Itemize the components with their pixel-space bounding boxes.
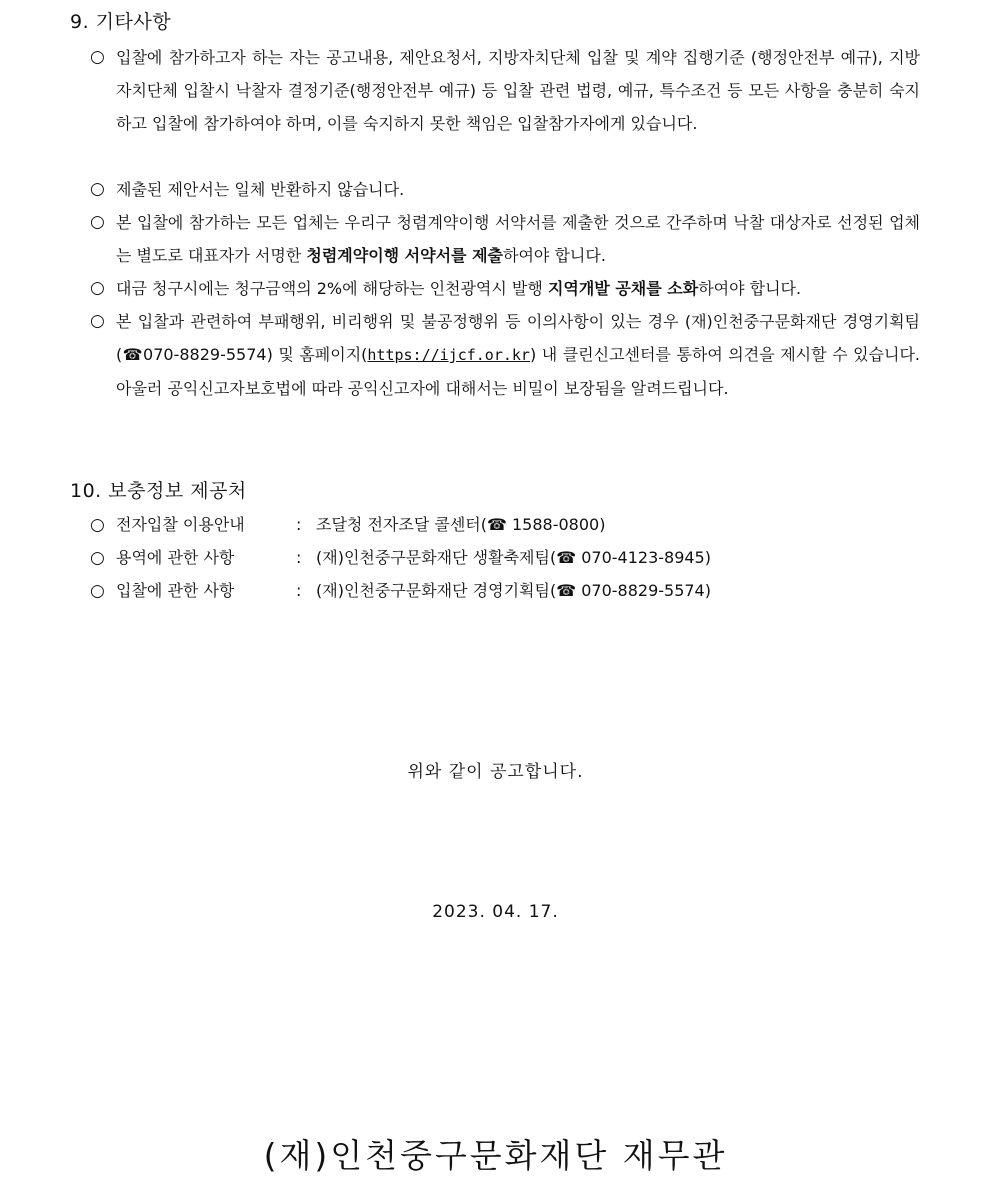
section-9-title: 9. 기타사항 <box>70 11 172 33</box>
contact-colon: : <box>296 581 302 600</box>
item-text: 입찰에 참가하고자 하는 자는 공고내용, 제안요청서, 지방자치단체 입찰 및 계약 집행기준 (행정안전부 예규), 지방자치단체 입찰시 낙찰자 결정기준(행정안전부 예규) 등 입찰 관련 법령, 예규, 특수조건 등 모든 사항을 충분히 숙지하고 입찰에 참가하여야 하며, 이를 숙지하지 못한 책임은 입찰참가자에게 있습니다. <box>116 48 920 133</box>
list-item <box>90 272 920 305</box>
bullet-circle-icon: ○ <box>90 179 105 199</box>
homepage-link[interactable]: https://ijcf.or.kr <box>367 346 530 364</box>
contact-value: (재)인천중구문화재단 생활축제팀(☎ 070-4123-8945) <box>316 548 711 567</box>
item-bold-text: 청렴계약이행 서약서를 제출 <box>306 246 503 265</box>
item-text: 본 입찰과 관련하여 부패행위, 비리행위 및 불공정행위 등 이의사항이 있는 경우 (재)인천중구문화재단 경영기획팀(☎070-8829-5574) 및 홈페이지( <box>116 312 920 364</box>
item-bold-text: 지역개발 공채를 소화 <box>547 279 699 298</box>
contact-row <box>90 541 711 575</box>
list-item <box>90 41 920 140</box>
list-item <box>90 173 920 206</box>
item-text: 대금 청구시에는 청구금액의 2%에 해당하는 인천광역시 발행 <box>116 279 548 298</box>
bullet-circle-icon: ○ <box>90 581 105 601</box>
bullet-circle-icon: ○ <box>90 515 105 535</box>
contact-colon: : <box>296 515 302 534</box>
contact-row <box>90 508 605 542</box>
bullet-circle-icon: ○ <box>90 278 105 298</box>
item-text: 본 입찰에 참가하는 모든 업체는 우리구 청렴계약이행 서약서를 제출한 것으로 간주하며 낙찰 대상자로 선정된 업체는 별도로 대표자가 서명한 <box>116 213 920 265</box>
contact-label: 입찰에 관한 사항 <box>116 581 235 600</box>
bullet-circle-icon: ○ <box>90 212 105 232</box>
list-item <box>90 305 920 405</box>
contact-value: (재)인천중구문화재단 경영기획팀(☎ 070-8829-5574) <box>316 581 711 600</box>
contact-label: 용역에 관한 사항 <box>116 548 235 567</box>
section-10-title: 10. 보충정보 제공처 <box>70 480 247 502</box>
contact-colon: : <box>296 548 302 567</box>
contact-label: 전자입찰 이용안내 <box>116 515 245 534</box>
item-text: 하여야 합니다. <box>503 246 606 265</box>
announcement-date: 2023. 04. 17. <box>432 902 559 922</box>
item-text: ) 내 클린신고센터를 통하여 의견을 제시할 수 있습니다. 아울러 공익신고자보호법에 따라 공익신고자에 대해서는 비밀이 보장됨을 알려드립니다. <box>116 345 920 398</box>
bullet-circle-icon: ○ <box>90 548 105 568</box>
closing-statement: 위와 같이 공고합니다. <box>407 762 584 782</box>
list-item <box>90 206 920 272</box>
bullet-circle-icon: ○ <box>90 47 105 67</box>
contact-value: 조달청 전자조달 콜센터(☎ 1588-0800) <box>316 515 606 534</box>
bullet-circle-icon: ○ <box>90 311 105 331</box>
contact-row <box>90 574 711 608</box>
item-text: 제출된 제안서는 일체 반환하지 않습니다. <box>116 180 405 199</box>
issuer-signature: (재)인천중구문화재단 재무관 <box>263 1136 728 1175</box>
item-text: 하여야 합니다. <box>698 279 802 298</box>
